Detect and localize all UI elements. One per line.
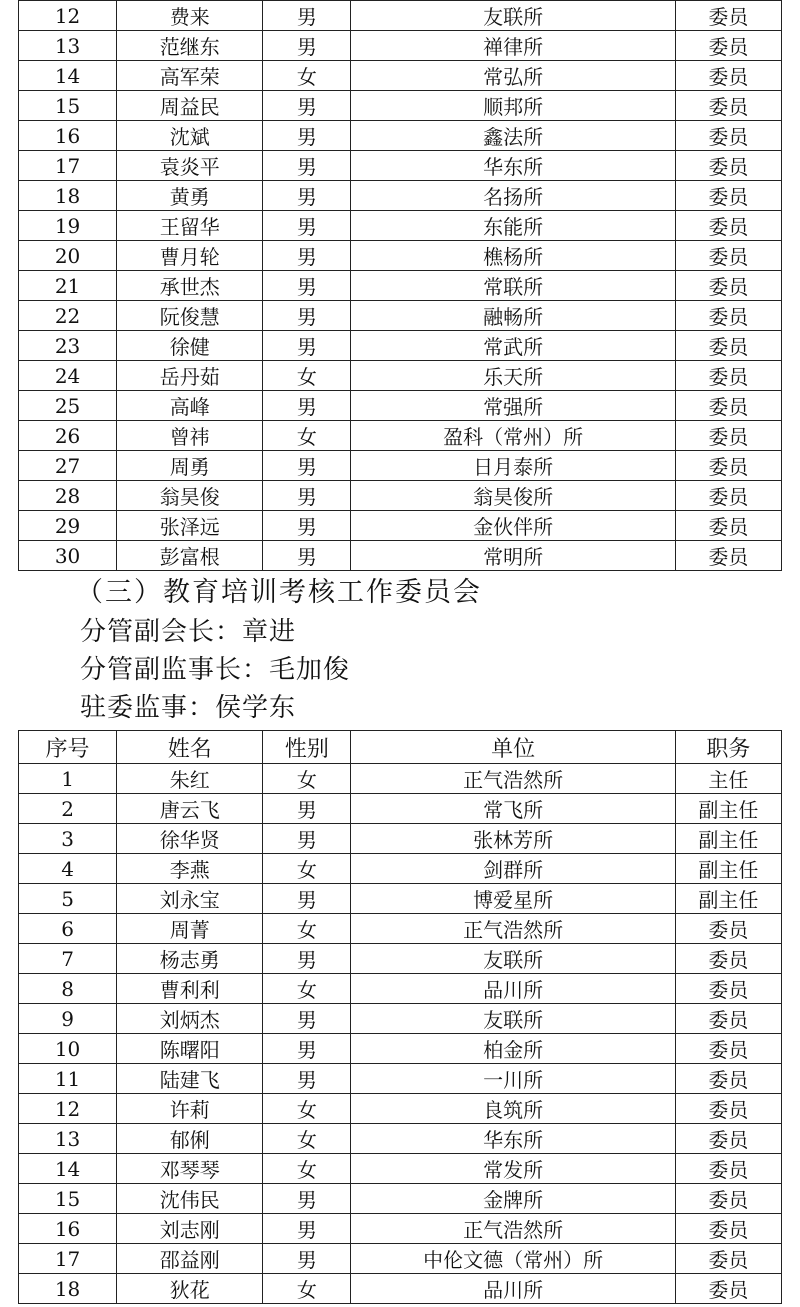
cell-sex: 男 — [263, 151, 351, 181]
cell-sex: 男 — [263, 1184, 351, 1214]
cell-name: 周菁 — [117, 914, 263, 944]
cell-role: 委员 — [675, 1154, 781, 1184]
cell-sex: 男 — [263, 541, 351, 571]
cell-no: 21 — [19, 271, 117, 301]
cell-unit: 金伙伴所 — [351, 511, 675, 541]
cell-no: 19 — [19, 211, 117, 241]
cell-unit: 东能所 — [351, 211, 675, 241]
cell-role: 副主任 — [675, 884, 781, 914]
cell-unit: 张林芳所 — [351, 824, 675, 854]
table-row — [19, 301, 782, 331]
table-row — [19, 824, 782, 854]
cell-sex: 男 — [263, 331, 351, 361]
cell-role: 委员 — [675, 1034, 781, 1064]
cell-no: 6 — [19, 914, 117, 944]
cell-no: 28 — [19, 481, 117, 511]
table-row — [19, 61, 782, 91]
cell-role: 委员 — [675, 31, 781, 61]
cell-no: 24 — [19, 361, 117, 391]
cell-unit: 常弘所 — [351, 61, 675, 91]
table-row — [19, 944, 782, 974]
cell-name: 曹月轮 — [117, 241, 263, 271]
cell-name: 承世杰 — [117, 271, 263, 301]
cell-no: 27 — [19, 451, 117, 481]
section-title: （三）教育培训考核工作委员会 — [76, 577, 482, 608]
cell-no: 11 — [19, 1064, 117, 1094]
cell-no: 4 — [19, 854, 117, 884]
cell-no: 15 — [19, 91, 117, 121]
table-row — [19, 794, 782, 824]
cell-unit: 常联所 — [351, 271, 675, 301]
cell-name: 曹利利 — [117, 974, 263, 1004]
cell-no: 25 — [19, 391, 117, 421]
cell-unit: 常发所 — [351, 1154, 675, 1184]
cell-no: 18 — [19, 181, 117, 211]
cell-no: 15 — [19, 1184, 117, 1214]
cell-sex: 女 — [263, 974, 351, 1004]
cell-sex: 男 — [263, 241, 351, 271]
cell-no: 10 — [19, 1034, 117, 1064]
cell-no: 7 — [19, 944, 117, 974]
table-row — [19, 884, 782, 914]
table-row — [19, 121, 782, 151]
table-row — [19, 1124, 782, 1154]
cell-sex: 男 — [263, 511, 351, 541]
table-row — [19, 541, 782, 571]
cell-unit: 品川所 — [351, 974, 675, 1004]
cell-sex: 男 — [263, 824, 351, 854]
cell-no: 16 — [19, 121, 117, 151]
table-row — [19, 1274, 782, 1304]
vice-president-line — [0, 613, 800, 651]
cell-no: 12 — [19, 1094, 117, 1124]
cell-role: 主任 — [675, 764, 781, 794]
cell-role: 委员 — [675, 91, 781, 121]
cell-sex: 男 — [263, 794, 351, 824]
cell-unit: 常明所 — [351, 541, 675, 571]
table-row — [19, 151, 782, 181]
table-row — [19, 331, 782, 361]
header-name: 姓名 — [117, 731, 263, 764]
cell-sex: 男 — [263, 481, 351, 511]
cell-name: 王留华 — [117, 211, 263, 241]
cell-no: 13 — [19, 31, 117, 61]
cell-name: 沈伟民 — [117, 1184, 263, 1214]
cell-unit: 品川所 — [351, 1274, 675, 1304]
cell-name: 曾祎 — [117, 421, 263, 451]
table-row — [19, 1184, 782, 1214]
cell-role: 委员 — [675, 451, 781, 481]
cell-name: 邵益刚 — [117, 1244, 263, 1274]
cell-unit: 常强所 — [351, 391, 675, 421]
resident-supervisor-line — [0, 689, 800, 727]
cell-role: 委员 — [675, 1274, 781, 1304]
cell-no: 30 — [19, 541, 117, 571]
cell-name: 袁炎平 — [117, 151, 263, 181]
table-row — [19, 181, 782, 211]
table-row — [19, 211, 782, 241]
table-row — [19, 974, 782, 1004]
table-row — [19, 31, 782, 61]
cell-no: 17 — [19, 151, 117, 181]
cell-sex: 男 — [263, 451, 351, 481]
cell-name: 沈斌 — [117, 121, 263, 151]
cell-name: 许莉 — [117, 1094, 263, 1124]
cell-no: 18 — [19, 1274, 117, 1304]
cell-sex: 女 — [263, 914, 351, 944]
cell-role: 委员 — [675, 1214, 781, 1244]
header-row — [19, 731, 782, 764]
vice-president-label: 分管副会长： — [80, 617, 243, 647]
vice-president-name: 章进 — [242, 617, 297, 647]
cell-unit: 乐天所 — [351, 361, 675, 391]
cell-role: 委员 — [675, 914, 781, 944]
cell-no: 5 — [19, 884, 117, 914]
cell-no: 26 — [19, 421, 117, 451]
cell-sex: 男 — [263, 181, 351, 211]
cell-sex: 男 — [263, 91, 351, 121]
cell-no: 17 — [19, 1244, 117, 1274]
cell-name: 狄花 — [117, 1274, 263, 1304]
cell-role: 委员 — [675, 331, 781, 361]
table-row — [19, 1154, 782, 1184]
cell-unit: 友联所 — [351, 1004, 675, 1034]
cell-role: 委员 — [675, 241, 781, 271]
cell-no: 3 — [19, 824, 117, 854]
cell-no: 9 — [19, 1004, 117, 1034]
cell-role: 委员 — [675, 391, 781, 421]
cell-role: 委员 — [675, 1124, 781, 1154]
cell-unit: 盈科（常州）所 — [351, 421, 675, 451]
cell-name: 张泽远 — [117, 511, 263, 541]
cell-unit: 友联所 — [351, 1, 675, 31]
cell-name: 朱红 — [117, 764, 263, 794]
cell-name: 岳丹茹 — [117, 361, 263, 391]
cell-name: 高峰 — [117, 391, 263, 421]
cell-name: 范继东 — [117, 31, 263, 61]
cell-role: 委员 — [675, 271, 781, 301]
cell-unit: 博爱星所 — [351, 884, 675, 914]
cell-name: 刘志刚 — [117, 1214, 263, 1244]
cell-name: 彭富根 — [117, 541, 263, 571]
cell-sex: 男 — [263, 1004, 351, 1034]
cell-name: 徐健 — [117, 331, 263, 361]
cell-unit: 剑群所 — [351, 854, 675, 884]
header-unit: 单位 — [351, 731, 675, 764]
cell-role: 委员 — [675, 421, 781, 451]
cell-name: 陈曙阳 — [117, 1034, 263, 1064]
cell-no: 14 — [19, 61, 117, 91]
cell-role: 副主任 — [675, 854, 781, 884]
table-row — [19, 451, 782, 481]
cell-name: 郁俐 — [117, 1124, 263, 1154]
cell-no: 8 — [19, 974, 117, 1004]
table-row — [19, 391, 782, 421]
cell-role: 委员 — [675, 361, 781, 391]
cell-unit: 鑫法所 — [351, 121, 675, 151]
table-row — [19, 91, 782, 121]
table-row — [19, 854, 782, 884]
cell-name: 周益民 — [117, 91, 263, 121]
table-header — [19, 731, 782, 764]
cell-role: 委员 — [675, 61, 781, 91]
cell-role: 副主任 — [675, 794, 781, 824]
cell-name: 翁昊俊 — [117, 481, 263, 511]
table-row — [19, 1, 782, 31]
cell-no: 23 — [19, 331, 117, 361]
cell-unit: 一川所 — [351, 1064, 675, 1094]
cell-unit: 正气浩然所 — [351, 1214, 675, 1244]
section-heading-block — [0, 573, 800, 727]
table-row — [19, 1064, 782, 1094]
cell-role: 委员 — [675, 1244, 781, 1274]
cell-role: 委员 — [675, 301, 781, 331]
vice-supervisor-label: 分管副监事长： — [80, 655, 270, 685]
table-row — [19, 271, 782, 301]
cell-role: 委员 — [675, 121, 781, 151]
cell-sex: 男 — [263, 944, 351, 974]
cell-sex: 女 — [263, 61, 351, 91]
header-role: 职务 — [675, 731, 781, 764]
header-no: 序号 — [19, 731, 117, 764]
cell-unit: 华东所 — [351, 151, 675, 181]
cell-sex: 男 — [263, 1034, 351, 1064]
cell-sex: 女 — [263, 421, 351, 451]
cell-sex: 女 — [263, 1274, 351, 1304]
cell-no: 2 — [19, 794, 117, 824]
table-row — [19, 1214, 782, 1244]
cell-unit: 良筑所 — [351, 1094, 675, 1124]
cell-unit: 常武所 — [351, 331, 675, 361]
cell-role: 委员 — [675, 1, 781, 31]
cell-role: 委员 — [675, 481, 781, 511]
cell-role: 委员 — [675, 211, 781, 241]
cell-unit: 柏金所 — [351, 1034, 675, 1064]
table-row — [19, 1034, 782, 1064]
vice-supervisor-name: 毛加俊 — [269, 655, 351, 685]
cell-sex: 男 — [263, 211, 351, 241]
cell-no: 14 — [19, 1154, 117, 1184]
cell-no: 29 — [19, 511, 117, 541]
cell-name: 周勇 — [117, 451, 263, 481]
cell-sex: 男 — [263, 1, 351, 31]
cell-sex: 女 — [263, 764, 351, 794]
cell-role: 委员 — [675, 1004, 781, 1034]
cell-name: 唐云飞 — [117, 794, 263, 824]
table-row — [19, 361, 782, 391]
cell-sex: 男 — [263, 1064, 351, 1094]
cell-sex: 男 — [263, 884, 351, 914]
cell-sex: 男 — [263, 1244, 351, 1274]
cell-unit: 常飞所 — [351, 794, 675, 824]
cell-name: 刘永宝 — [117, 884, 263, 914]
table-row — [19, 241, 782, 271]
committee-table-body — [19, 1, 782, 571]
cell-name: 徐华贤 — [117, 824, 263, 854]
cell-name: 阮俊慧 — [117, 301, 263, 331]
cell-name: 高军荣 — [117, 61, 263, 91]
cell-sex: 女 — [263, 854, 351, 884]
cell-sex: 男 — [263, 1214, 351, 1244]
cell-name: 费来 — [117, 1, 263, 31]
cell-unit: 顺邦所 — [351, 91, 675, 121]
cell-role: 委员 — [675, 944, 781, 974]
cell-no: 22 — [19, 301, 117, 331]
cell-sex: 男 — [263, 271, 351, 301]
cell-unit: 中伦文德（常州）所 — [351, 1244, 675, 1274]
table-row — [19, 914, 782, 944]
vice-supervisor-line — [0, 651, 800, 689]
cell-sex: 女 — [263, 361, 351, 391]
cell-unit: 名扬所 — [351, 181, 675, 211]
committee-table-continued — [18, 0, 782, 571]
cell-role: 副主任 — [675, 824, 781, 854]
table-row — [19, 1244, 782, 1274]
cell-role: 委员 — [675, 151, 781, 181]
cell-unit: 樵杨所 — [351, 241, 675, 271]
cell-name: 陆建飞 — [117, 1064, 263, 1094]
cell-sex: 男 — [263, 301, 351, 331]
table-row — [19, 481, 782, 511]
cell-no: 1 — [19, 764, 117, 794]
resident-supervisor-name: 侯学东 — [215, 693, 297, 723]
table-row — [19, 511, 782, 541]
cell-unit: 华东所 — [351, 1124, 675, 1154]
cell-sex: 女 — [263, 1124, 351, 1154]
cell-sex: 女 — [263, 1154, 351, 1184]
cell-sex: 男 — [263, 31, 351, 61]
resident-supervisor-label: 驻委监事： — [80, 693, 216, 723]
cell-unit: 正气浩然所 — [351, 914, 675, 944]
cell-no: 13 — [19, 1124, 117, 1154]
cell-no: 20 — [19, 241, 117, 271]
cell-unit: 融畅所 — [351, 301, 675, 331]
cell-sex: 女 — [263, 1094, 351, 1124]
cell-unit: 翁昊俊所 — [351, 481, 675, 511]
table-row — [19, 421, 782, 451]
cell-no: 12 — [19, 1, 117, 31]
cell-unit: 日月泰所 — [351, 451, 675, 481]
cell-name: 刘炳杰 — [117, 1004, 263, 1034]
cell-role: 委员 — [675, 1064, 781, 1094]
cell-unit: 金牌所 — [351, 1184, 675, 1214]
cell-role: 委员 — [675, 541, 781, 571]
cell-name: 李燕 — [117, 854, 263, 884]
cell-role: 委员 — [675, 1184, 781, 1214]
cell-no: 16 — [19, 1214, 117, 1244]
cell-name: 杨志勇 — [117, 944, 263, 974]
table-row — [19, 1094, 782, 1124]
cell-unit: 禅律所 — [351, 31, 675, 61]
cell-sex: 男 — [263, 391, 351, 421]
cell-role: 委员 — [675, 511, 781, 541]
cell-sex: 男 — [263, 121, 351, 151]
table-row — [19, 764, 782, 794]
cell-role: 委员 — [675, 181, 781, 211]
table-row — [19, 1004, 782, 1034]
cell-name: 邓琴琴 — [117, 1154, 263, 1184]
cell-name: 黄勇 — [117, 181, 263, 211]
header-sex: 性别 — [263, 731, 351, 764]
cell-unit: 正气浩然所 — [351, 764, 675, 794]
cell-role: 委员 — [675, 1094, 781, 1124]
education-committee-table — [18, 730, 782, 1304]
cell-unit: 友联所 — [351, 944, 675, 974]
education-table-body — [19, 764, 782, 1304]
cell-role: 委员 — [675, 974, 781, 1004]
